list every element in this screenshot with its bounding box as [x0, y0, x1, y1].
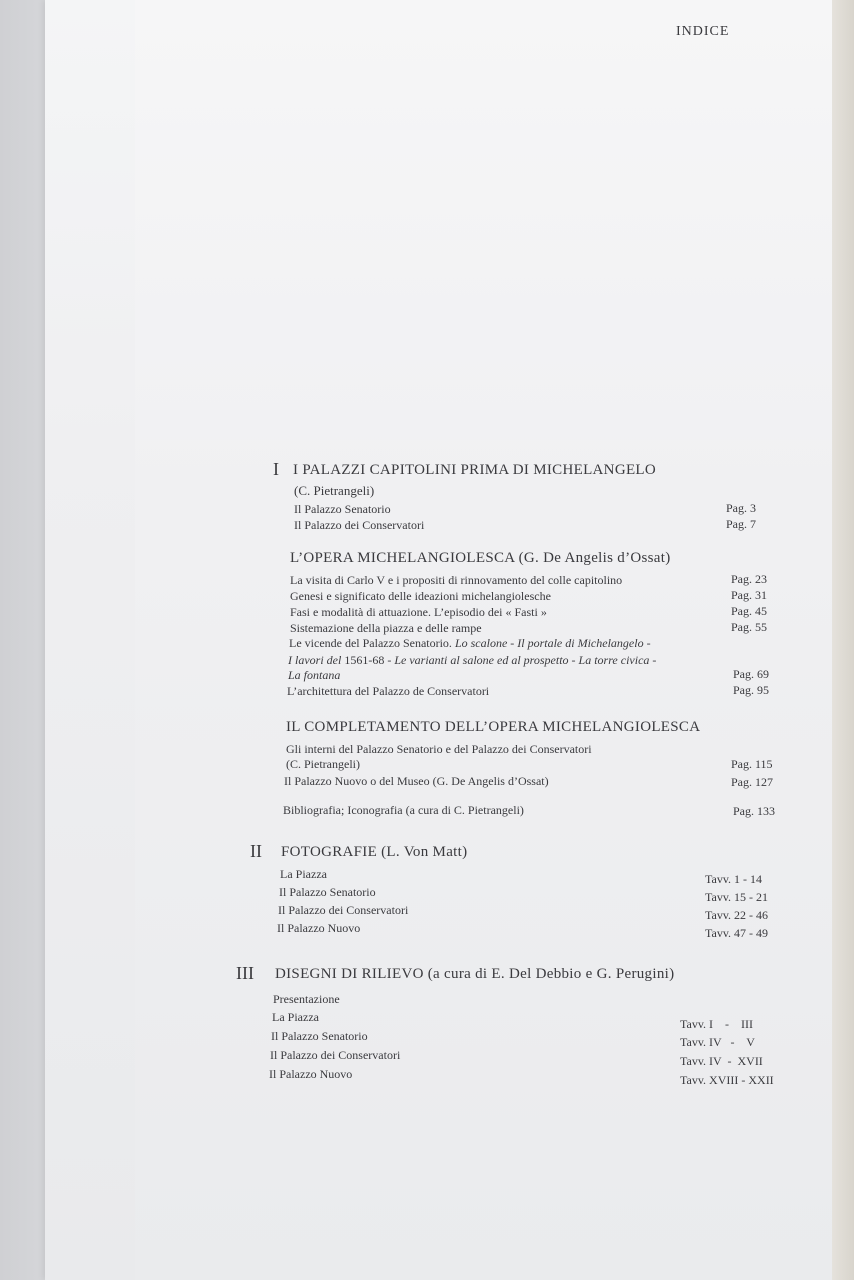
- toc-entry-page: Tavv. 15 - 21: [705, 890, 769, 904]
- toc-entry-page: Pag. 95: [733, 683, 769, 697]
- toc-entry-label: Genesi e significato delle ideazioni michelangiolesche: [290, 589, 551, 603]
- part-3-title: DISEGNI DI RILIEVO (a cura di E. Del Debbio e G. Perugini): [275, 966, 675, 982]
- toc-entry-page: Tavv. IV - V: [680, 1035, 755, 1049]
- part-1-author: (C. Pietrangeli): [294, 483, 375, 498]
- part-2-numeral: II: [250, 841, 262, 861]
- toc-entry-label: Bibliografia; Iconografia (a cura di C. Pietrangeli): [283, 803, 524, 817]
- toc-entry-label: La Piazza: [272, 1010, 319, 1024]
- toc-entry-page: Pag. 133: [733, 804, 775, 818]
- toc-entry-page: Pag. 115: [731, 757, 773, 771]
- toc-entry-label: Il Palazzo Senatorio: [294, 502, 391, 516]
- toc-entry-label: Il Palazzo dei Conservatori: [270, 1048, 401, 1062]
- toc-entry-subtopics: - Le varianti al salone ed al prospetto - La torre civica -: [384, 653, 657, 667]
- toc-entry-subtopics: La fontana: [288, 668, 341, 682]
- toc-entry-label: (C. Pietrangeli): [286, 757, 360, 771]
- part-1-title: I PALAZZI CAPITOLINI PRIMA DI MICHELANGELO: [293, 462, 657, 478]
- toc-entry-multiline: [288, 653, 656, 668]
- toc-entry-label: Il Palazzo Senatorio: [271, 1029, 368, 1043]
- toc-entry-label: Il Palazzo Nuovo o del Museo (G. De Angelis d’Ossat): [284, 774, 549, 788]
- toc-entry-subtopics: I lavori del: [288, 653, 345, 667]
- toc-entry-label: La Piazza: [280, 867, 327, 881]
- toc-entry-page: Pag. 31: [731, 588, 767, 602]
- toc-entry-page: Tavv. 47 - 49: [705, 926, 769, 940]
- toc-entry-page: Tavv. I - III: [680, 1017, 754, 1031]
- toc-entry-page: Pag. 3: [726, 501, 756, 515]
- toc-entry-label: La visita di Carlo V e i propositi di rinnovamento del colle capitolino: [290, 573, 623, 587]
- part-1-numeral: I: [273, 459, 279, 479]
- toc-entry-label: L’architettura del Palazzo de Conservatori: [287, 684, 490, 698]
- section-heading: L’OPERA MICHELANGIOLESCA (G. De Angelis d’Ossat): [290, 550, 671, 566]
- toc-entry-label: Il Palazzo Senatorio: [279, 885, 376, 899]
- toc-entry-page: Pag. 23: [731, 572, 767, 586]
- toc-entry-page: Tavv. IV - XVII: [680, 1054, 763, 1068]
- toc-entry-subtopics: Lo scalone - Il portale di Michelangelo -: [454, 636, 651, 650]
- toc-entry-page: Pag. 55: [731, 620, 767, 634]
- toc-entry-label: Il Palazzo dei Conservatori: [294, 518, 425, 532]
- toc-entry-label: Il Palazzo Nuovo: [269, 1067, 353, 1081]
- toc-entry-label: Le vicende del Palazzo Senatorio.: [289, 636, 455, 650]
- toc-entry-label: Il Palazzo dei Conservatori: [278, 903, 409, 917]
- toc-entry-label: Gli interni del Palazzo Senatorio e del Palazzo dei Conservatori: [286, 742, 592, 756]
- toc-entry-page: Pag. 127: [731, 775, 773, 789]
- page-stack-edge: [832, 0, 854, 1280]
- toc-entry-page: Tavv. 1 - 14: [705, 872, 763, 886]
- section-heading: IL COMPLETAMENTO DELL’OPERA MICHELANGIOLESCA: [286, 719, 701, 735]
- toc-entry-date: 1561-68: [344, 653, 385, 667]
- toc-entry-multiline: [289, 636, 651, 651]
- toc-entry-page: Pag. 69: [733, 667, 769, 681]
- page-title: INDICE: [676, 24, 730, 39]
- toc-entry-label: Fasi e modalità di attuazione. L’episodio dei « Fasti »: [290, 605, 547, 619]
- toc-entry-label: Sistemazione della piazza e delle rampe: [290, 621, 482, 635]
- toc-entry-page: Tavv. 22 - 46: [705, 908, 769, 922]
- toc-entry-page: Tavv. XVIII - XXII: [680, 1073, 774, 1087]
- toc-entry-label: Presentazione: [273, 992, 340, 1006]
- part-2-title: FOTOGRAFIE (L. Von Matt): [281, 844, 468, 860]
- part-3-numeral: III: [236, 963, 254, 983]
- toc-entry-page: Pag. 45: [731, 604, 767, 618]
- toc-entry-label: Il Palazzo Nuovo: [277, 921, 361, 935]
- toc-entry-page: Pag. 7: [726, 517, 756, 531]
